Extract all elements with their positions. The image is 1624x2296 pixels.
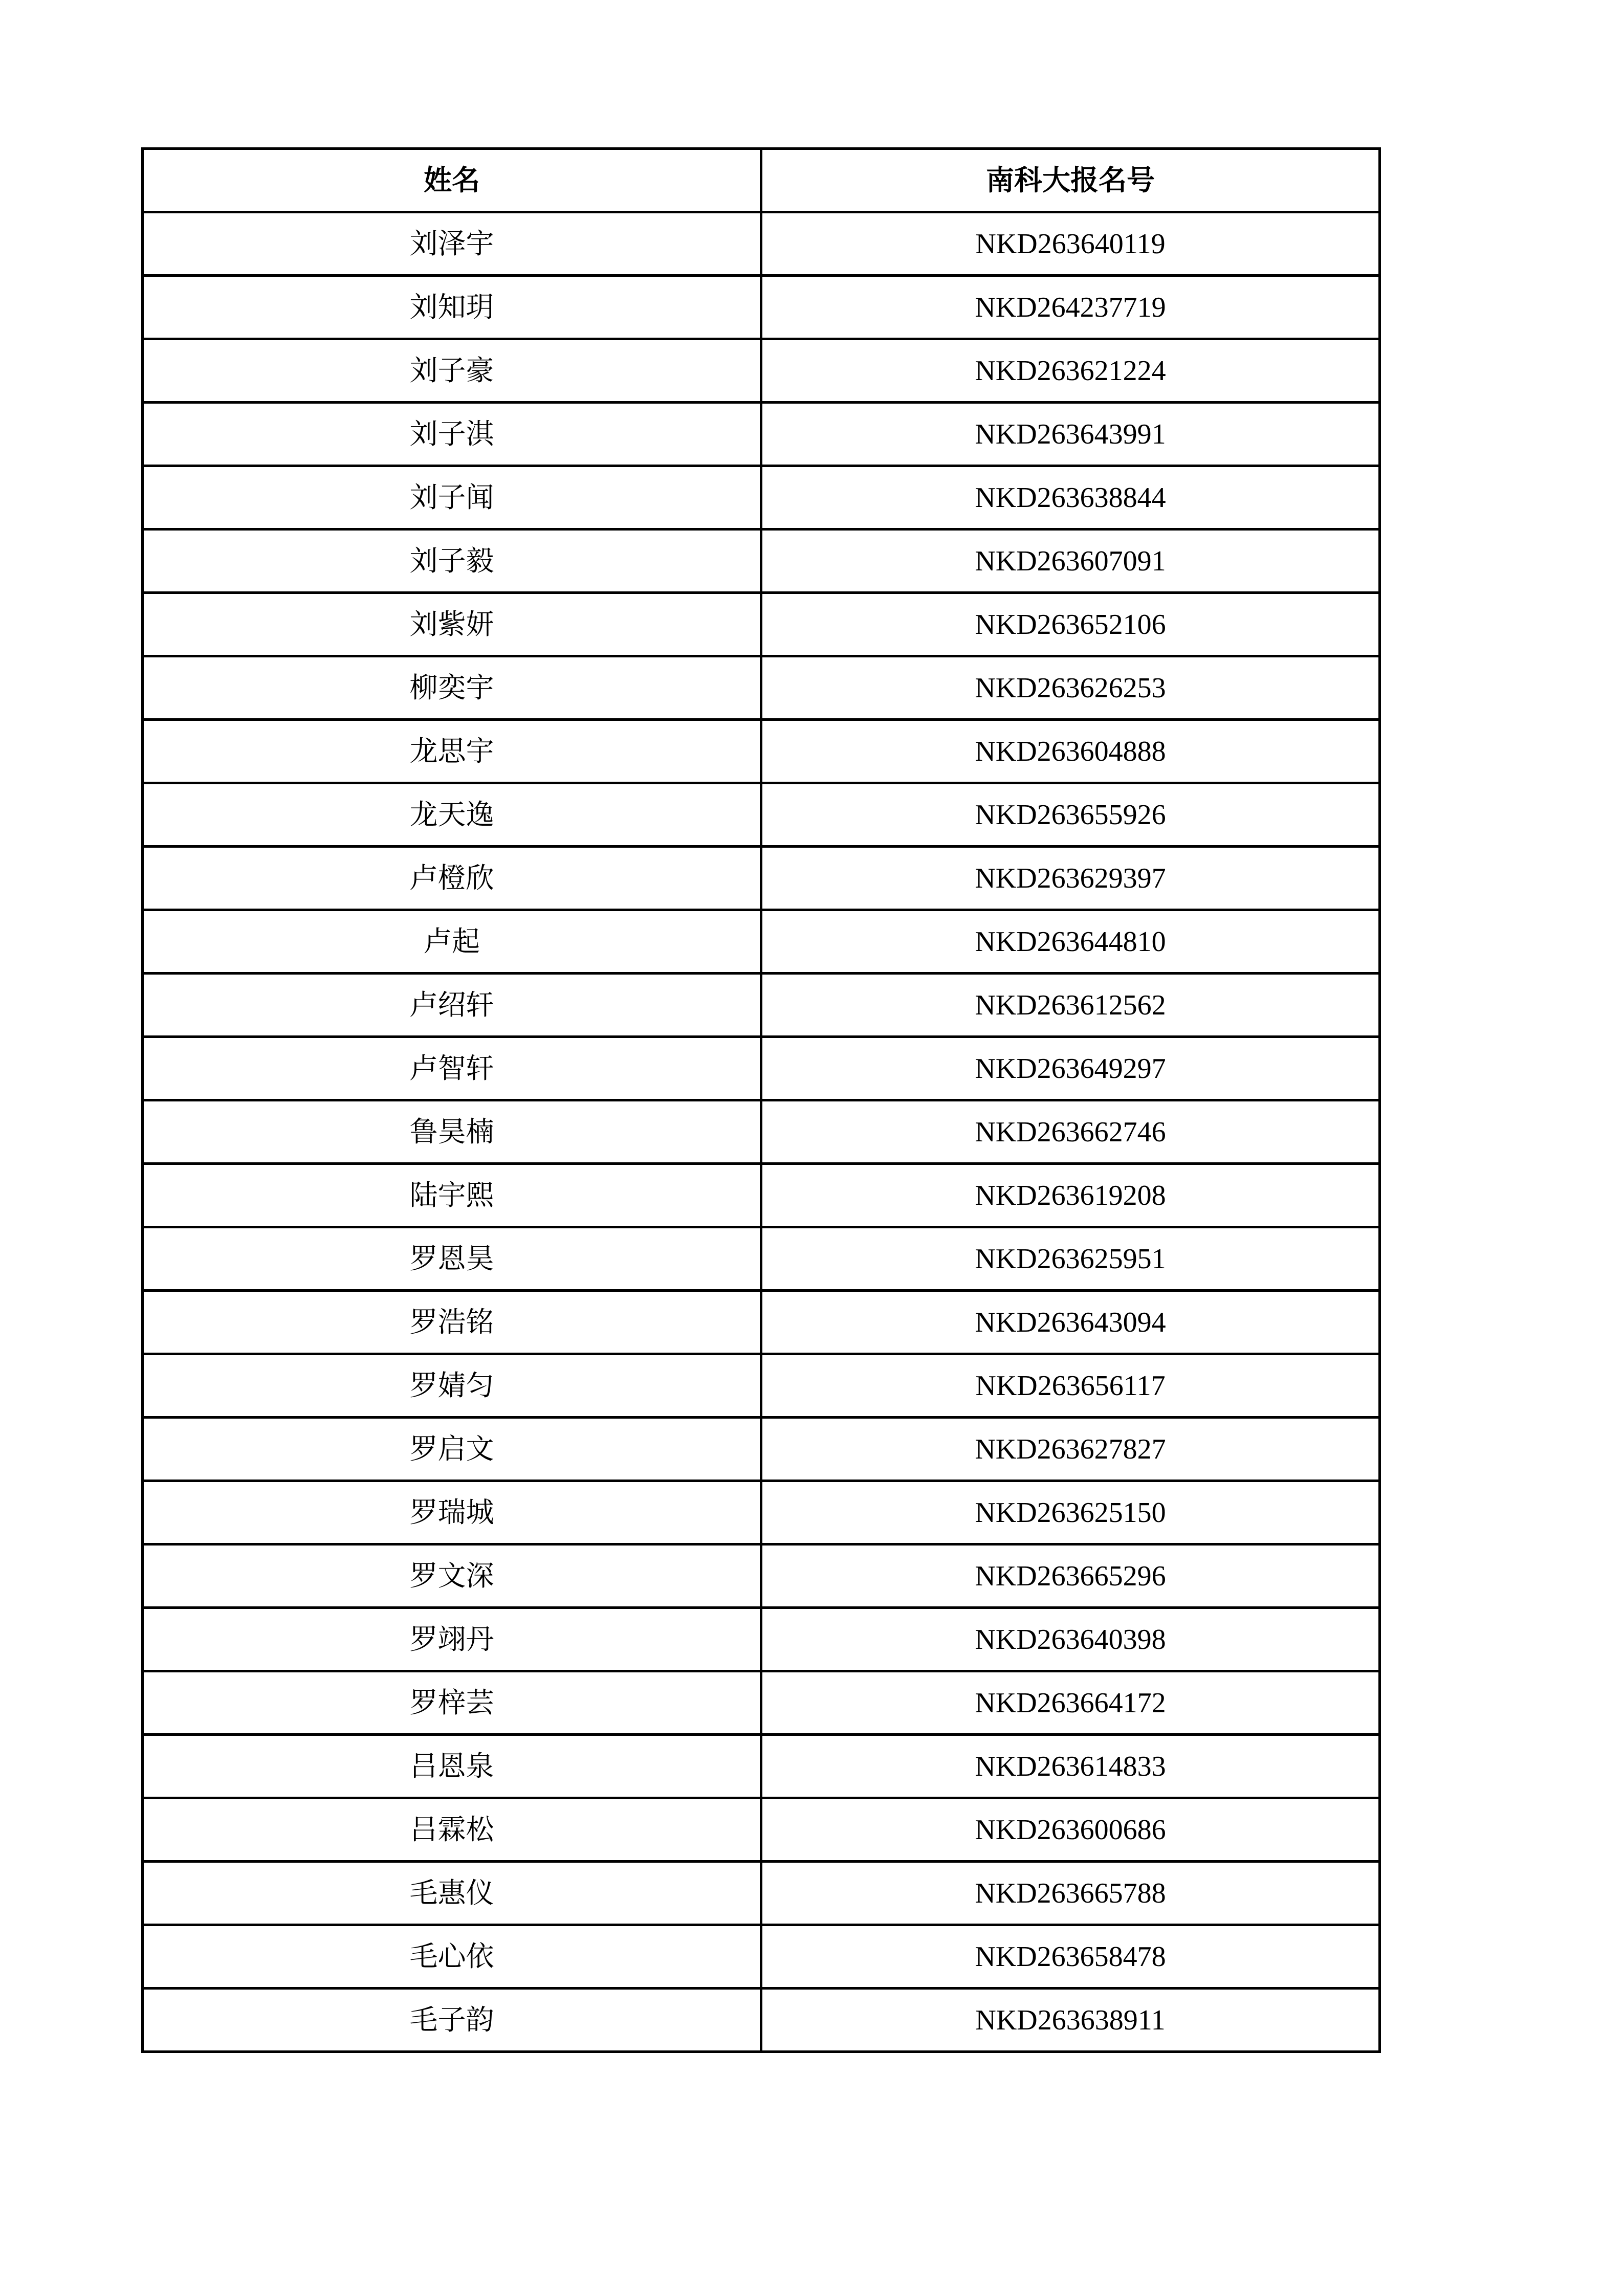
- table-row: [143, 1862, 1380, 1925]
- cell-registration-number: NKD263626253: [761, 656, 1380, 720]
- cell-registration-number: NKD263619208: [761, 1164, 1380, 1227]
- cell-registration-number: NKD263612562: [761, 974, 1380, 1037]
- table-row: [143, 529, 1380, 593]
- cell-registration-number: NKD263644810: [761, 910, 1380, 974]
- cell-registration-number: NKD263638911: [761, 1989, 1380, 2052]
- table-row: [143, 1544, 1380, 1608]
- table-row: [143, 339, 1380, 403]
- cell-registration-number: NKD263665296: [761, 1544, 1380, 1608]
- cell-name: 吕霖松: [143, 1798, 761, 1862]
- cell-name: 刘子毅: [143, 529, 761, 593]
- cell-registration-number: NKD263655926: [761, 783, 1380, 847]
- cell-name: 罗启文: [143, 1418, 761, 1481]
- cell-name: 刘子闻: [143, 466, 761, 529]
- table-row: [143, 593, 1380, 656]
- table-row: [143, 1481, 1380, 1544]
- table-row: [143, 1608, 1380, 1671]
- cell-name: 卢起: [143, 910, 761, 974]
- cell-registration-number: NKD263640398: [761, 1608, 1380, 1671]
- cell-name: 刘子豪: [143, 339, 761, 403]
- cell-name: 刘子淇: [143, 403, 761, 466]
- cell-name: 卢智轩: [143, 1037, 761, 1100]
- header-name: 姓名: [143, 149, 761, 212]
- table-body: [143, 212, 1380, 2052]
- cell-registration-number: NKD263652106: [761, 593, 1380, 656]
- table-row: [143, 1037, 1380, 1100]
- header-row: [143, 149, 1380, 212]
- cell-registration-number: NKD263621224: [761, 339, 1380, 403]
- cell-registration-number: NKD263629397: [761, 847, 1380, 910]
- table-row: [143, 1354, 1380, 1418]
- table-row: [143, 783, 1380, 847]
- cell-registration-number: NKD264237719: [761, 276, 1380, 339]
- cell-name: 刘泽宇: [143, 212, 761, 276]
- cell-registration-number: NKD263665788: [761, 1862, 1380, 1925]
- table-row: [143, 466, 1380, 529]
- table-row: [143, 910, 1380, 974]
- cell-name: 卢橙欣: [143, 847, 761, 910]
- cell-name: 罗翊丹: [143, 1608, 761, 1671]
- cell-name: 毛子韵: [143, 1989, 761, 2052]
- roster-table: [141, 147, 1381, 2053]
- table-row: [143, 847, 1380, 910]
- cell-registration-number: NKD263604888: [761, 720, 1380, 783]
- table-row: [143, 1418, 1380, 1481]
- cell-name: 罗浩铭: [143, 1291, 761, 1354]
- cell-name: 陆宇熙: [143, 1164, 761, 1227]
- cell-registration-number: NKD263625951: [761, 1227, 1380, 1291]
- cell-registration-number: NKD263662746: [761, 1100, 1380, 1164]
- cell-registration-number: NKD263658478: [761, 1925, 1380, 1989]
- cell-registration-number: NKD263649297: [761, 1037, 1380, 1100]
- table-row: [143, 1291, 1380, 1354]
- cell-registration-number: NKD263600686: [761, 1798, 1380, 1862]
- cell-registration-number: NKD263638844: [761, 466, 1380, 529]
- cell-registration-number: NKD263627827: [761, 1418, 1380, 1481]
- table-row: [143, 212, 1380, 276]
- cell-name: 鲁昊楠: [143, 1100, 761, 1164]
- cell-registration-number: NKD263643991: [761, 403, 1380, 466]
- cell-registration-number: NKD263625150: [761, 1481, 1380, 1544]
- cell-name: 罗恩昊: [143, 1227, 761, 1291]
- table-row: [143, 1989, 1380, 2052]
- cell-name: 吕恩泉: [143, 1735, 761, 1798]
- cell-name: 罗梓芸: [143, 1671, 761, 1735]
- cell-name: 龙思宇: [143, 720, 761, 783]
- table-row: [143, 1798, 1380, 1862]
- table-row: [143, 1100, 1380, 1164]
- table-header: [143, 149, 1380, 212]
- table-row: [143, 403, 1380, 466]
- cell-name: 刘知玥: [143, 276, 761, 339]
- cell-name: 卢绍轩: [143, 974, 761, 1037]
- table-row: [143, 276, 1380, 339]
- cell-name: 龙天逸: [143, 783, 761, 847]
- table-row: [143, 1227, 1380, 1291]
- cell-registration-number: NKD263640119: [761, 212, 1380, 276]
- table-row: [143, 1671, 1380, 1735]
- cell-name: 柳奕宇: [143, 656, 761, 720]
- table-row: [143, 974, 1380, 1037]
- table-row: [143, 1735, 1380, 1798]
- table-row: [143, 720, 1380, 783]
- cell-name: 毛心依: [143, 1925, 761, 1989]
- cell-registration-number: NKD263643094: [761, 1291, 1380, 1354]
- table-row: [143, 1164, 1380, 1227]
- cell-registration-number: NKD263656117: [761, 1354, 1380, 1418]
- cell-registration-number: NKD263607091: [761, 529, 1380, 593]
- cell-name: 罗瑞城: [143, 1481, 761, 1544]
- cell-name: 罗婧匀: [143, 1354, 761, 1418]
- table-row: [143, 1925, 1380, 1989]
- header-registration-number: 南科大报名号: [761, 149, 1380, 212]
- cell-registration-number: NKD263664172: [761, 1671, 1380, 1735]
- table-row: [143, 656, 1380, 720]
- cell-name: 毛惠仪: [143, 1862, 761, 1925]
- cell-name: 罗文深: [143, 1544, 761, 1608]
- cell-registration-number: NKD263614833: [761, 1735, 1380, 1798]
- cell-name: 刘紫妍: [143, 593, 761, 656]
